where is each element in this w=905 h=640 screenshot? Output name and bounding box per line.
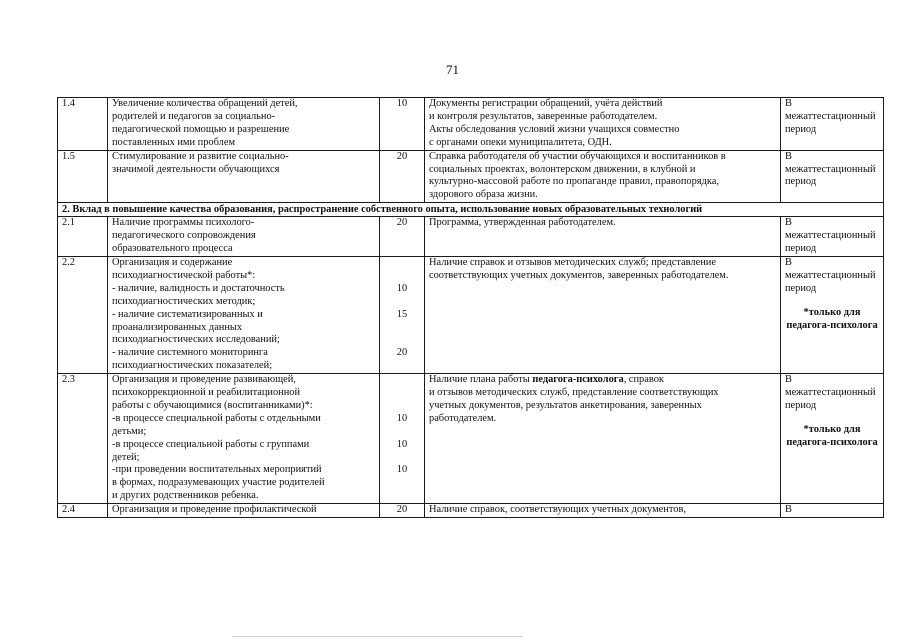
criteria-line: детей; [112,451,140,463]
points-cell: 20 [380,150,425,203]
points-line: 10 [396,438,408,450]
row-number: 1.5 [58,150,108,203]
criteria-line: -при проведении воспитательных мероприятий [112,464,322,476]
documents-emphasis: педагога-психолога [532,374,624,386]
criteria-cell [108,374,380,504]
table-row [58,150,884,203]
period-line: межаттестационный [785,163,876,175]
criteria-table [57,97,884,518]
criteria-cell [108,504,380,518]
criteria-line: родителей и педагогов за социально- [112,110,276,122]
documents-line: Программа, утвержденная работодателем. [429,217,616,229]
criteria-cell [108,98,380,151]
documents-line: учетных документов, результатов анкетирования, заверенных [429,399,702,411]
points-line [384,334,420,347]
points-line: 10 [396,464,408,476]
criteria-line: - наличие системного мониторинга [112,347,268,359]
row-number: 2.2 [58,256,108,373]
documents-line: здорового образа жизни. [429,189,538,201]
points-cell: 20 [380,217,425,257]
points-cell [380,374,425,504]
criteria-line: Организация и содержание [112,256,233,268]
points-line [384,452,420,465]
points-line [384,374,420,387]
period-line: В [785,374,792,386]
criteria-line: психодиагностической работы*: [112,269,256,281]
points-line [384,296,420,309]
points-line [384,400,420,413]
period-line: период [785,123,817,135]
criteria-line: Стимулирование и развитие социально- [112,150,289,162]
period-line: период [785,243,817,255]
criteria-line: -в процессе специальной работы с отдельными [112,412,321,424]
documents-line [429,374,776,387]
row-number: 2.1 [58,217,108,257]
documents-line: и контроля результатов, заверенные работодателем. [429,110,658,122]
criteria-line: педагогического сопровождения [112,230,256,242]
note-line: педагога-психолога [786,319,878,331]
criteria-line: -в процессе специальной работы с группами [112,438,310,450]
documents-cell [425,98,781,151]
table-row [58,98,884,151]
documents-line: соответствующих учетных документов, заверенных работодателем. [429,269,729,281]
criteria-line: психодиагностических исследований; [112,334,280,346]
criteria-line: поставленных ими проблем [112,136,236,148]
points-line [384,426,420,439]
page-number: 71 [446,62,459,77]
period-line: период [785,176,817,188]
period-cell [781,504,884,518]
section-row [58,203,884,217]
documents-text: , справок [623,374,664,386]
criteria-cell [108,256,380,373]
criteria-line: образовательного процесса [112,243,233,255]
points-line [384,387,420,400]
documents-line: Наличие справок и отзывов методических служб; представление [429,256,716,268]
criteria-line: психокоррекционной и реабилитационной [112,387,301,399]
criteria-line: Увеличение количества обращений детей, [112,98,298,109]
documents-line: Справка работодателя об участии обучающихся и воспитанников в [429,150,726,162]
psychologist-note [785,307,879,333]
points-line [384,257,420,270]
criteria-line: в формах, подразумевающих участие родителей [112,477,325,489]
section-title: 2. Вклад в повышение качества образования, распространение собственного опыта, использование новых образовательных технологий [58,203,884,217]
period-line: период [785,399,817,411]
table-row [58,256,884,373]
points-cell: 20 [380,504,425,518]
criteria-line: психодиагностических показателей; [112,360,273,372]
scan-edge-line [232,636,522,637]
table-row [58,217,884,257]
criteria-line: значимой деятельности обучающихся [112,163,280,175]
period-line: В [785,217,792,229]
period-line: В [785,256,792,268]
period-cell [781,374,884,504]
points-line: 10 [396,282,408,294]
points-line [384,477,420,490]
criteria-line: проанализированных данных [112,321,243,333]
points-line: 15 [396,308,408,320]
period-line: В [785,98,792,109]
row-number: 2.4 [58,504,108,518]
criteria-line: Организация и проведение профилактической [112,504,317,516]
documents-line: и отзывов методических служб, представление соответствующих [429,387,719,399]
note-line: *только для [803,306,861,318]
documents-line: Документы регистрации обращений, учёта действий [429,98,663,109]
period-line: межаттестационный [785,230,876,242]
period-cell [781,256,884,373]
documents-cell [425,150,781,203]
points-line [384,360,420,373]
row-number: 2.3 [58,374,108,504]
points-line [384,270,420,283]
period-line: межаттестационный [785,387,876,399]
points-line [384,490,420,503]
documents-cell [425,256,781,373]
criteria-line: психодиагностических методик; [112,295,256,307]
points-line: 20 [396,347,408,359]
documents-cell [425,504,781,518]
documents-line: Акты обследования условий жизни учащихся совместно [429,123,680,135]
criteria-line: - наличие систематизированных и [112,308,263,320]
criteria-cell [108,217,380,257]
documents-line: с органами опеки муниципалитета, ОДН. [429,136,612,148]
criteria-line: работы с обучающимися (воспитанниками)*: [112,399,313,411]
documents-text: Наличие плана работы [429,374,533,386]
documents-line: Наличие справок, соответствующих учетных документов, [429,504,686,516]
note-line: *только для [803,423,861,435]
points-cell [380,256,425,373]
note-line: педагога-психолога [786,436,878,448]
period-line: межаттестационный [785,110,876,122]
documents-line: культурно-массовой работе по пропаганде правил, правопорядка, [429,176,719,188]
documents-cell [425,374,781,504]
psychologist-note [785,424,879,450]
period-cell [781,150,884,203]
documents-cell [425,217,781,257]
row-number: 1.4 [58,98,108,151]
documents-line: социальных проектах, волонтерском движении, в клубной и [429,163,696,175]
table-row [58,374,884,504]
points-line [384,322,420,335]
points-cell: 10 [380,98,425,151]
criteria-line: Организация и проведение развивающей, [112,374,296,386]
documents-line: работодателем. [429,412,497,424]
criteria-cell [108,150,380,203]
criteria-line: Наличие программы психолого- [112,217,255,229]
criteria-line: детьми; [112,425,147,437]
period-line: В [785,150,792,162]
period-cell [781,98,884,151]
period-line: период [785,282,817,294]
criteria-line: педагогической помощью и разрешение [112,123,290,135]
period-cell [781,217,884,257]
table-row [58,504,884,518]
period-line: В [785,504,792,516]
criteria-line: - наличие, валидность и достаточность [112,282,285,294]
criteria-line: и других родственников ребенка. [112,490,259,502]
points-line: 10 [396,412,408,424]
period-line: межаттестационный [785,269,876,281]
